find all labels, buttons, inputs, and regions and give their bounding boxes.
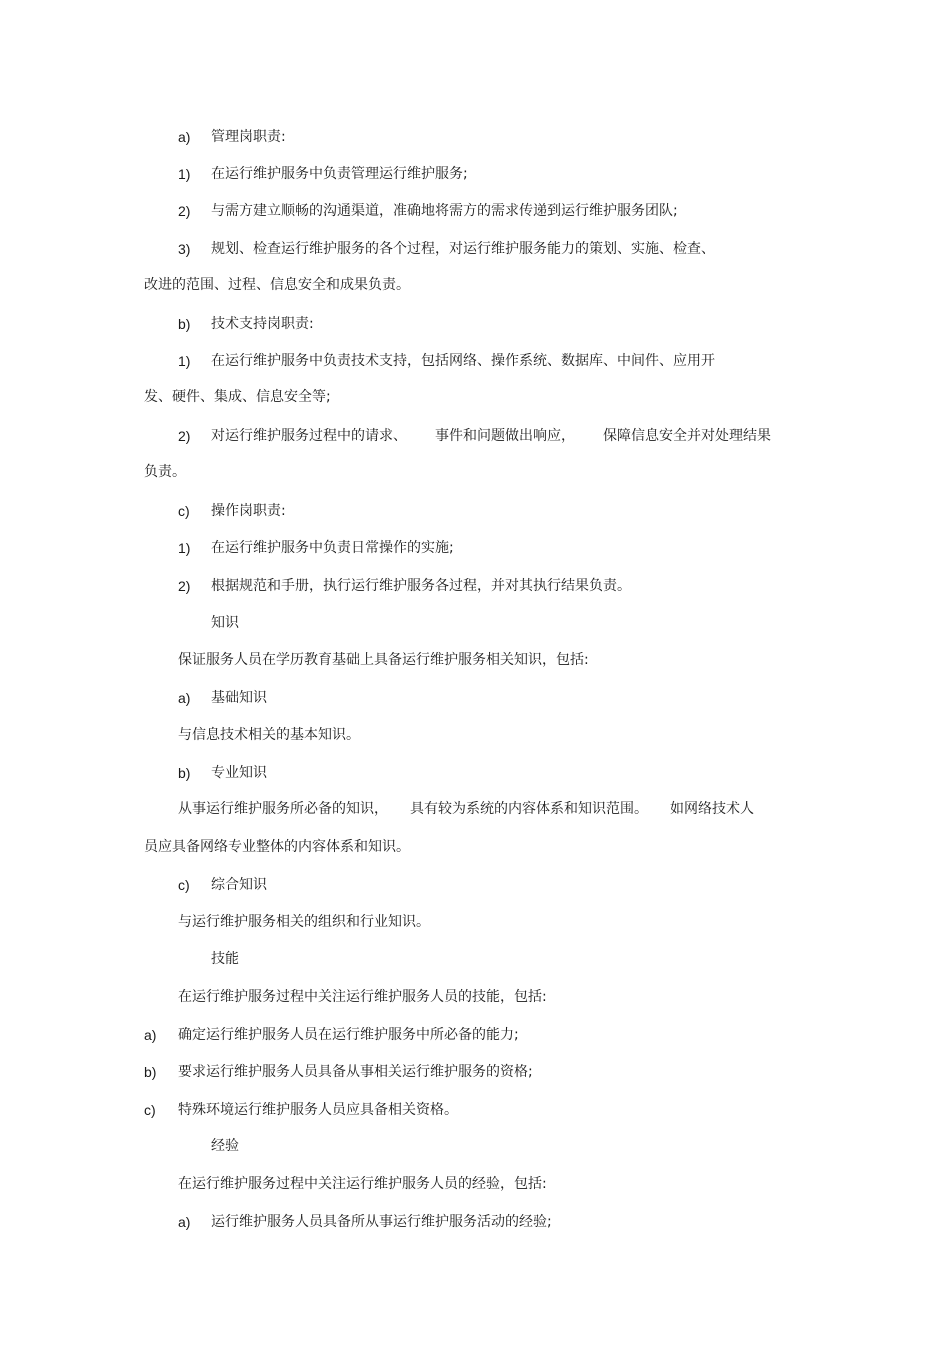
continuation-text: 发、硬件、集成、信息安全等; [144,389,331,405]
list-item-text: 运行维护服务人员具备所从事运行维护服务活动的经验; [211,1214,552,1230]
list-item-text: 在运行维护服务中负责日常操作的实施; [211,540,454,556]
section-heading: 经验 [211,1138,239,1154]
list-item-text: 专业知识 [211,765,267,781]
list-marker: a) [144,1027,157,1043]
list-marker: c) [178,503,190,519]
list-item-text: 与需方建立顺畅的沟通渠道，准确地将需方的需求传递到运行维护服务团队; [211,203,678,219]
list-marker: a) [178,1214,191,1230]
list-marker: 2) [178,428,191,444]
list-marker: 2) [178,578,191,594]
text-segment: 保障信息安全并对处理结果 [603,428,771,444]
list-marker: b) [178,765,191,781]
list-item-text: 确定运行维护服务人员在运行维护服务中所必备的能力; [178,1027,519,1043]
paragraph-text [178,799,754,819]
paragraph-text: 与信息技术相关的基本知识。 [178,727,360,743]
list-marker: 1) [178,166,191,182]
text-segment: 对运行维护服务过程中的请求、 [211,428,407,444]
list-marker: 2) [178,203,191,219]
section-heading: 知识 [211,615,239,631]
list-marker: b) [178,316,191,332]
continuation-text: 改进的范围、过程、信息安全和成果负责。 [144,277,410,293]
paragraph-text: 在运行维护服务过程中关注运行维护服务人员的技能，包括: [178,989,547,1005]
list-item-text: 在运行维护服务中负责技术支持，包括网络、操作系统、数据库、中间件、应用开 [211,353,715,369]
section-heading: 技能 [211,951,239,967]
list-item-text: 特殊环境运行维护服务人员应具备相关资格。 [178,1102,458,1118]
list-item-text: 操作岗职责: [211,503,286,519]
list-item-text: 技术支持岗职责: [211,316,314,332]
continuation-text: 员应具备网络专业整体的内容体系和知识。 [144,839,410,855]
paragraph-text: 与运行维护服务相关的组织和行业知识。 [178,914,430,930]
list-item-text: 在运行维护服务中负责管理运行维护服务; [211,166,468,182]
list-marker: c) [178,877,190,893]
list-marker: 3) [178,241,191,257]
list-marker: a) [178,690,191,706]
list-item-text: 综合知识 [211,877,267,893]
continuation-text: 负责。 [144,464,186,480]
text-segment: 事件和问题做出响应， [435,428,575,444]
list-item-text [211,426,771,446]
list-item-text: 基础知识 [211,690,267,706]
text-segment: 具有较为系统的内容体系和知识范围。 [410,801,648,817]
list-item-text: 管理岗职责: [211,129,286,145]
list-item-text: 规划、检查运行维护服务的各个过程，对运行维护服务能力的策划、实施、检查、 [211,241,715,257]
text-segment: 从事运行维护服务所必备的知识， [178,801,388,817]
list-item-text: 根据规范和手册，执行运行维护服务各过程，并对其执行结果负责。 [211,578,631,594]
list-item-text: 要求运行维护服务人员具备从事相关运行维护服务的资格; [178,1064,533,1080]
list-marker: 1) [178,353,191,369]
list-marker: b) [144,1064,157,1080]
list-marker: 1) [178,540,191,556]
paragraph-text: 在运行维护服务过程中关注运行维护服务人员的经验，包括: [178,1176,547,1192]
list-marker: a) [178,129,191,145]
paragraph-text: 保证服务人员在学历教育基础上具备运行维护服务相关知识，包括: [178,652,589,668]
text-segment: 如网络技术人 [670,801,754,817]
list-marker: c) [144,1102,156,1118]
